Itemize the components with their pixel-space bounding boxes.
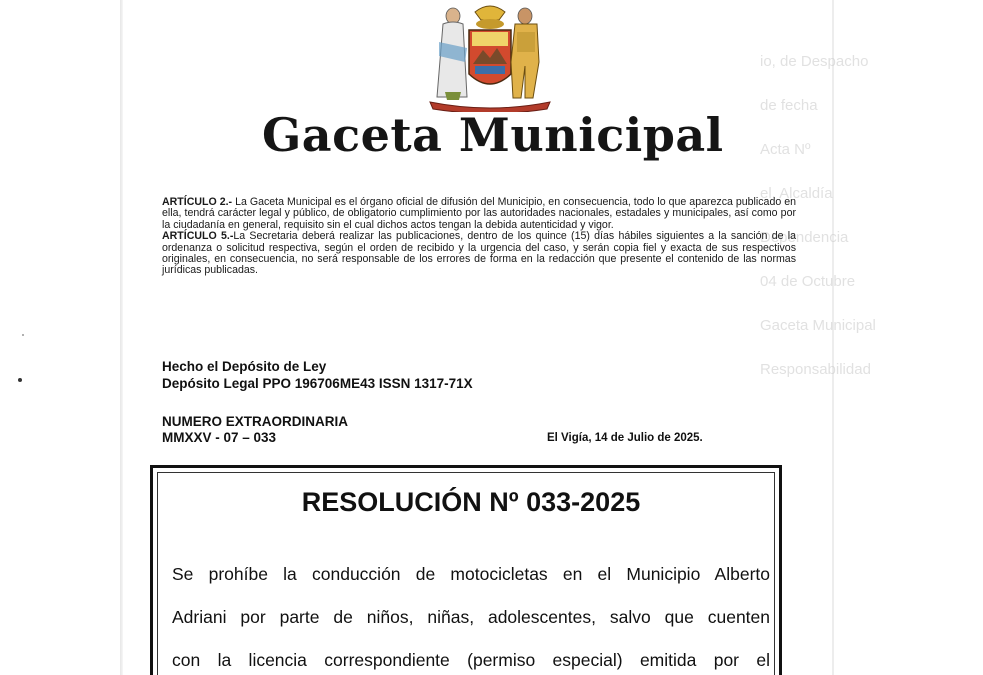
edition-type: NUMERO EXTRAORDINARIA: [162, 414, 349, 429]
article-text: La Secretaria deberá realizar las publicaciones, dentro de los quince (15) días hábiles siguientes a la sanción de la ordenanza o solicitud respectiva, según el orden de recibido y la urgencia del caso, y serán copia fiel y exacta de sus respectivos originales, en consecuencia, no será responsable de los errores de forma en la redacción que presente el contenido de las normas jurídicas publicadas.: [162, 230, 796, 277]
bleed-line: io, de Despacho: [760, 53, 869, 70]
bleed-line: el. Alcaldía: [760, 185, 833, 202]
dust-speck: [18, 378, 22, 382]
resolution-title: RESOLUCIÓN Nº 033-2025: [301, 487, 641, 517]
article-5: [162, 231, 796, 277]
edition-number: MMXXV - 07 – 033: [162, 430, 277, 445]
bleed-line: Responsabilidad: [760, 361, 871, 378]
bleed-line: Gaceta Municipal: [760, 317, 876, 334]
publication-date: El Vigía, 14 de Julio de 2025.: [547, 432, 703, 444]
resolution-line: con la licencia correspondiente (permiso especial) emitida por el: [172, 650, 770, 670]
bleed-line: 04 de Octubre: [760, 273, 856, 290]
gazette-title: Gaceta Municipal: [262, 108, 724, 162]
article-2: [162, 197, 796, 231]
deposit-line-1: Hecho el Depósito de Ley: [162, 359, 327, 374]
coat-of-arms-icon: [425, 2, 555, 112]
legal-deposit: [162, 358, 473, 392]
article-label: ARTÍCULO 5.-: [162, 230, 234, 243]
resolution-box-inner: [157, 472, 775, 675]
edition-info: [162, 414, 348, 446]
bleed-line: Dependencia: [760, 229, 849, 246]
dust-speck: [22, 334, 24, 336]
page-edge-left: [120, 0, 123, 675]
resolution-line: Adriani por parte de niños, niñas, adolescentes, salvo que cuenten: [172, 607, 770, 627]
article-text: La Gaceta Municipal es el órgano oficial de difusión del Municipio, en consecuencia, todo lo que aparezca publicado en ella, tendrá carácter legal y público, de obligatorio cumplimiento por las autoridades nacionales, estadales y municipales, así como por la ciudadanía en general, requisito sin el cual dichos actos tengan la debida autenticidad y vigor.: [162, 196, 796, 231]
resolution-body: [172, 553, 770, 675]
deposit-line-2: Depósito Legal PPO 196706ME43 ISSN 1317-71X: [162, 376, 473, 391]
bleed-line: de fecha: [760, 97, 818, 114]
resolution-line: Se prohíbe la conducción de motocicletas en el Municipio Alberto: [172, 564, 770, 584]
bleed-line: Acta Nº: [760, 141, 811, 158]
articles-block: [162, 197, 796, 277]
resolution-box: [150, 465, 782, 675]
article-label: ARTÍCULO 2.-: [162, 196, 233, 208]
